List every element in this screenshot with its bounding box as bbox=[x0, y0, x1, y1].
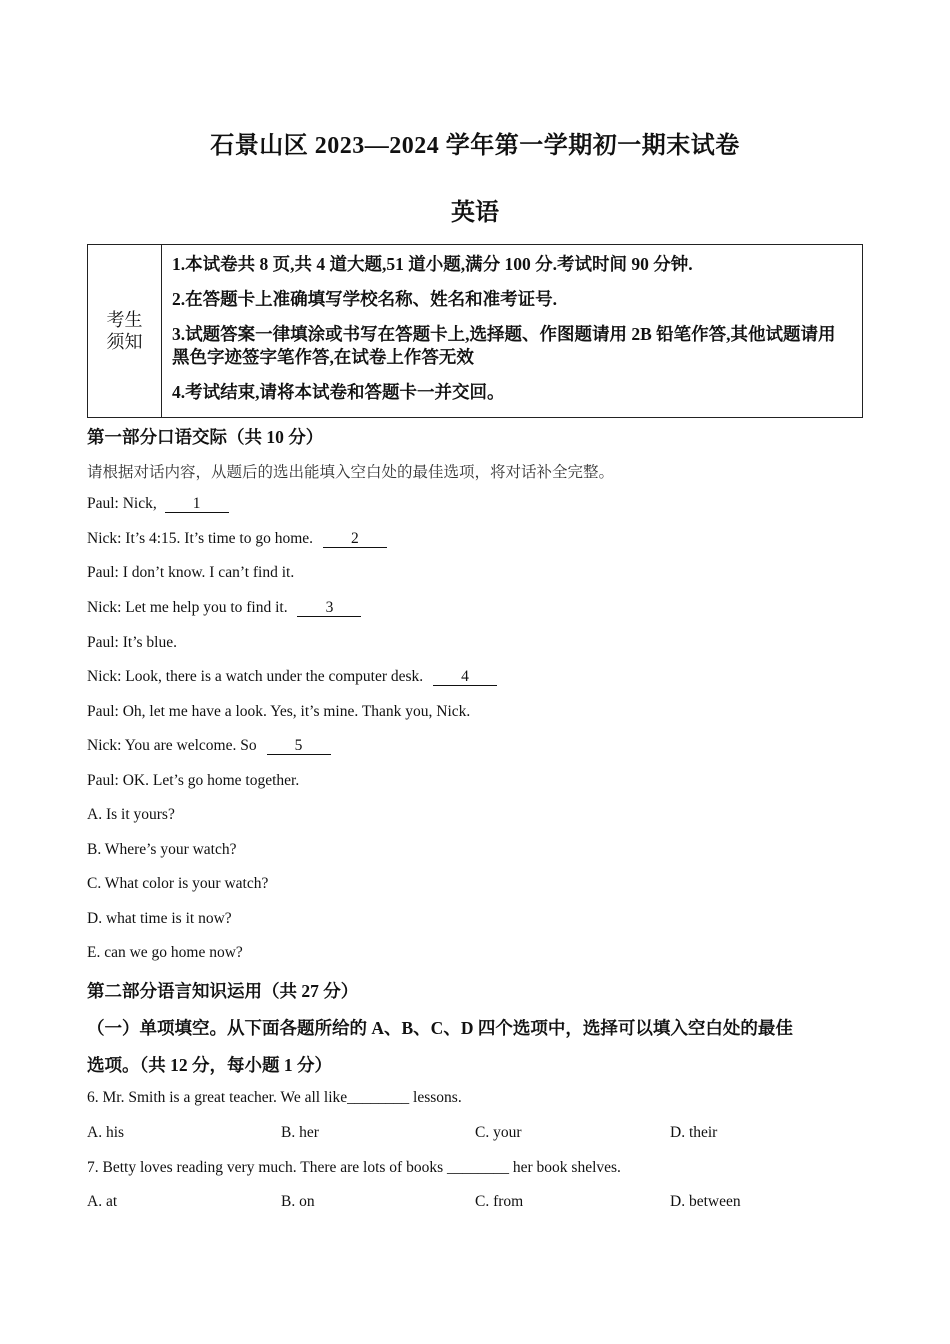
dialogue-option-b: B. Where’s your watch? bbox=[87, 841, 237, 858]
part1-heading: 第一部分口语交际（共 10 分） bbox=[87, 427, 324, 447]
dialogue-text: Nick: Let me help you to find it. bbox=[87, 599, 288, 616]
notice-item-1: 1.本试卷共 8 页,共 4 道大题,51 道小题,满分 100 分.考试时间 90 分钟. bbox=[172, 254, 693, 274]
question-7-option-c[interactable]: C. from bbox=[475, 1193, 524, 1210]
dialogue-text: Nick: You are welcome. So bbox=[87, 737, 257, 754]
dialogue-line-6 bbox=[87, 668, 497, 686]
question-7-option-a[interactable]: A. at bbox=[87, 1193, 118, 1210]
notice-item-3: 3.试题答案一律填涂或书写在答题卡上,选择题、作图题请用 2B 铅笔作答,其他试题请用黑色字迹签字笔作答,在试卷上作答无效 bbox=[172, 324, 836, 367]
question-6-option-a[interactable]: A. his bbox=[87, 1124, 125, 1141]
subject-title: 英语 bbox=[451, 200, 499, 226]
answer-blank-2[interactable]: 2 bbox=[323, 531, 387, 548]
part2-heading: 第二部分语言知识运用（共 27 分） bbox=[87, 981, 359, 1001]
dialogue-option-d: D. what time is it now? bbox=[87, 910, 232, 927]
answer-blank-4[interactable]: 4 bbox=[433, 669, 497, 686]
dialogue-text: Paul: Nick, bbox=[87, 495, 157, 512]
dialogue-line-7: Paul: Oh, let me have a look. Yes, it’s mine. Thank you, Nick. bbox=[87, 703, 471, 720]
dialogue-line-4 bbox=[87, 599, 361, 617]
notice-label-line2: 须知 bbox=[106, 332, 143, 352]
answer-blank-5[interactable]: 5 bbox=[267, 738, 331, 755]
notice-items bbox=[162, 245, 862, 417]
exam-title: 石景山区 2023—2024 学年第一学期初一期末试卷 bbox=[210, 133, 740, 159]
dialogue-option-c: C. What color is your watch? bbox=[87, 875, 269, 892]
question-6-option-b[interactable]: B. her bbox=[281, 1124, 319, 1141]
dialogue-line-2 bbox=[87, 530, 387, 548]
notice-label-line1: 考生 bbox=[106, 310, 143, 330]
dialogue-line-3: Paul: I don’t know. I can’t find it. bbox=[87, 564, 295, 581]
question-7-stem: 7. Betty loves reading very much. There are lots of books ________ her book shelves. bbox=[87, 1159, 621, 1176]
dialogue-line-8 bbox=[87, 737, 331, 755]
notice-item-2: 2.在答题卡上准确填写学校名称、姓名和准考证号. bbox=[172, 289, 557, 309]
part2-subheading-line1: （一）单项填空。从下面各题所给的 A、B、C、D 四个选项中，选择可以填入空白处的最佳 bbox=[87, 1018, 793, 1038]
question-6-stem: 6. Mr. Smith is a great teacher. We all like________ lessons. bbox=[87, 1089, 462, 1106]
dialogue-line-9: Paul: OK. Let’s go home together. bbox=[87, 772, 300, 789]
dialogue-text: Nick: It’s 4:15. It’s time to go home. bbox=[87, 530, 314, 547]
dialogue-option-a: A. Is it yours? bbox=[87, 806, 175, 823]
notice-label bbox=[88, 245, 162, 417]
dialogue-line-1 bbox=[87, 495, 229, 513]
answer-blank-3[interactable]: 3 bbox=[297, 600, 361, 617]
question-7-option-b[interactable]: B. on bbox=[281, 1193, 315, 1210]
answer-blank-1[interactable]: 1 bbox=[165, 496, 229, 513]
dialogue-option-e: E. can we go home now? bbox=[87, 944, 243, 961]
question-6-option-d[interactable]: D. their bbox=[670, 1124, 718, 1141]
notice-box bbox=[87, 244, 863, 418]
part1-instruction: 请根据对话内容，从题后的选出能填入空白处的最佳选项，将对话补全完整。 bbox=[87, 464, 615, 481]
dialogue-text: Nick: Look, there is a watch under the computer desk. bbox=[87, 668, 424, 685]
question-6-option-c[interactable]: C. your bbox=[475, 1124, 522, 1141]
dialogue-line-5: Paul: It’s blue. bbox=[87, 634, 177, 651]
notice-item-4: 4.考试结束,请将本试卷和答题卡一并交回。 bbox=[172, 382, 505, 402]
part2-subheading-line2: 选项。（共 12 分，每小题 1 分） bbox=[87, 1055, 332, 1075]
question-7-option-d[interactable]: D. between bbox=[670, 1193, 741, 1210]
